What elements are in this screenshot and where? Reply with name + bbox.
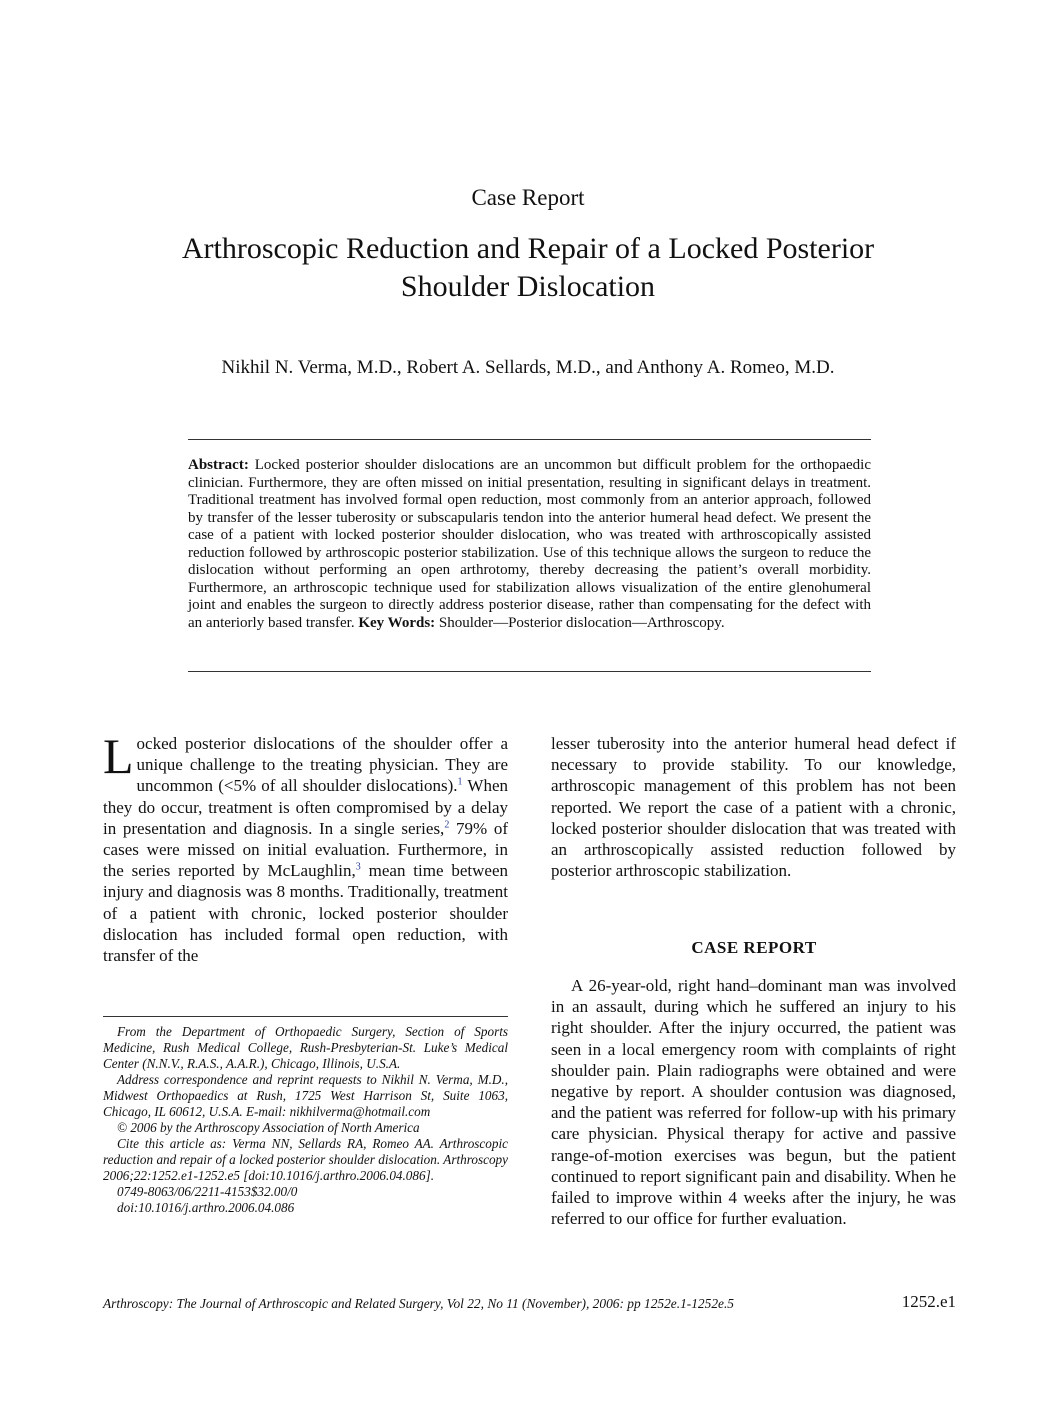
intro-text-4: mean time between injury and diagnosis was 8 months. Traditionally, treatment of a patient with chronic, locked posterior shoulder dislocation has included formal open reduction, with transfer of the (103, 861, 508, 966)
intro-text-2: When they do occur, treatment is often compromised by a delay in presentation and diagnosis. In a single series, (103, 776, 508, 838)
article-title (120, 230, 936, 306)
title-line-2: Shoulder Dislocation (400, 270, 656, 303)
case-report-heading: CASE REPORT (691, 938, 817, 957)
intro-continuation-text: lesser tuberosity into the anterior humeral head defect if necessary to provide stability. To our knowledge, arthroscopic management of this problem has not been reported. We report the case of a patient with a chronic, locked posterior shoulder dislocation that was treated with an arthroscopically assisted reduction followed by posterior arthroscopic stabilization. (551, 734, 956, 881)
keywords: Shoulder—Posterior dislocation—Arthroscopy. (438, 614, 725, 631)
intro-text-3: 79% of cases were missed on initial evaluation. Furthermore, in the series reported by McLaughlin, (103, 818, 508, 881)
abstract-label: Abstract: (188, 457, 249, 473)
footnote-affiliation: From the Department of Orthopaedic Surgery, Section of Sports Medicine, Rush Medical College, Rush-Presbyterian-St. Luke’s Medical Center (N.N.V., R.A.S., A.A.R.), Chicago, Illinois, U.S.A. (103, 1024, 508, 1071)
abstract (188, 457, 871, 632)
footnote-copyright: © 2006 by the Arthroscopy Association of North America (117, 1120, 420, 1135)
footnotes (103, 1024, 508, 1216)
abstract-text: Locked posterior shoulder dislocations are an uncommon but difficult problem for the orthopaedic clinician. Furthermore, they are often missed on initial presentation, resulting in significant delays in treatment. Traditional treatment has involved formal open reduction, most commonly from an anterior approach, followed by transfer of the lesser tuberosity or subscapularis tendon into the anterior humeral head defect. We present the case of a patient with locked posterior shoulder dislocation, who was treated with arthroscopically assisted reduction followed by arthroscopic posterior stabilization. Use of this technique allows the surgeon to reduce the dislocation without performing an open arthrotomy, thereby decreasing the patient’s overall morbidity. Furthermore, an arthroscopic technique used for stabilization allows visualization of the entire glenohumeral joint and enables the surgeon to directly address posterior disease, rather than compensating for the defect with an anteriorly based transfer. (188, 457, 871, 631)
footnote-citation: Cite this article as: Verma NN, Sellards RA, Romeo AA. Arthroscopic reduction and repair of a locked posterior shoulder dislocation. Arthroscopy 2006;22:1252.e1-1252.e5 [doi:10.1016/j.arthro.2006.04.086]. (103, 1136, 508, 1183)
title-line-1: Arthroscopic Reduction and Repair of a Locked Posterior (181, 232, 875, 265)
intro-paragraph (103, 728, 508, 966)
journal-footer: Arthroscopy: The Journal of Arthroscopic and Related Surgery, Vol 22, No 11 (November), 2006: pp 1252e.1-1252e.5 (103, 1296, 735, 1311)
page-number: 1252.e1 (901, 1292, 956, 1311)
abstract-bottom-rule (188, 671, 871, 672)
keywords-label: Key Words: (358, 614, 436, 631)
citation-link-1[interactable]: 1 (457, 776, 463, 788)
intro-continuation (551, 733, 956, 881)
citation-link-2[interactable]: 2 (444, 819, 450, 831)
intro-text-1: ocked posterior dislocations of the shoulder offer a unique challenge to the treating physician. They are uncommon (<5% of all shoulder dislocations). (136, 734, 508, 796)
footnote-issn: 0749-8063/06/2211-4153$32.00/0 (117, 1184, 298, 1199)
section-label: Case Report (471, 185, 585, 210)
footnote-rule (103, 1016, 508, 1017)
case-report-text: A 26-year-old, right hand–dominant man was involved in an assault, during which he suffered an injury to his right shoulder. After the injury occurred, the patient was seen in a local emergency room with complaints of right shoulder pain. Plain radiographs were obtained and were negative by report. A shoulder contusion was diagnosed, and the patient was referred for follow-up with his primary care physician. Physical therapy for active and passive range-of-motion exercises was begun, but the patient continued to report significant pain and disability. When he failed to improve within 4 weeks after the injury, he was referred to our office for further evaluation. (551, 976, 956, 1229)
intro-column (103, 728, 508, 966)
citation-link-3[interactable]: 3 (355, 861, 361, 873)
author-list: Nikhil N. Verma, M.D., Robert A. Sellards, M.D., and Anthony A. Romeo, M.D. (221, 357, 835, 378)
footnote-address: Address correspondence and reprint requests to Nikhil N. Verma, M.D., Midwest Orthopaedics at Rush, 1725 West Harrison St, Suite 1063, Chicago, IL 60612, U.S.A. E-mail: nikhilverma@hotmail.com (103, 1072, 508, 1119)
footnote-doi: doi:10.1016/j.arthro.2006.04.086 (117, 1200, 295, 1215)
abstract-top-rule (188, 439, 871, 440)
drop-cap: L (103, 728, 134, 784)
case-report-column (551, 975, 956, 1229)
